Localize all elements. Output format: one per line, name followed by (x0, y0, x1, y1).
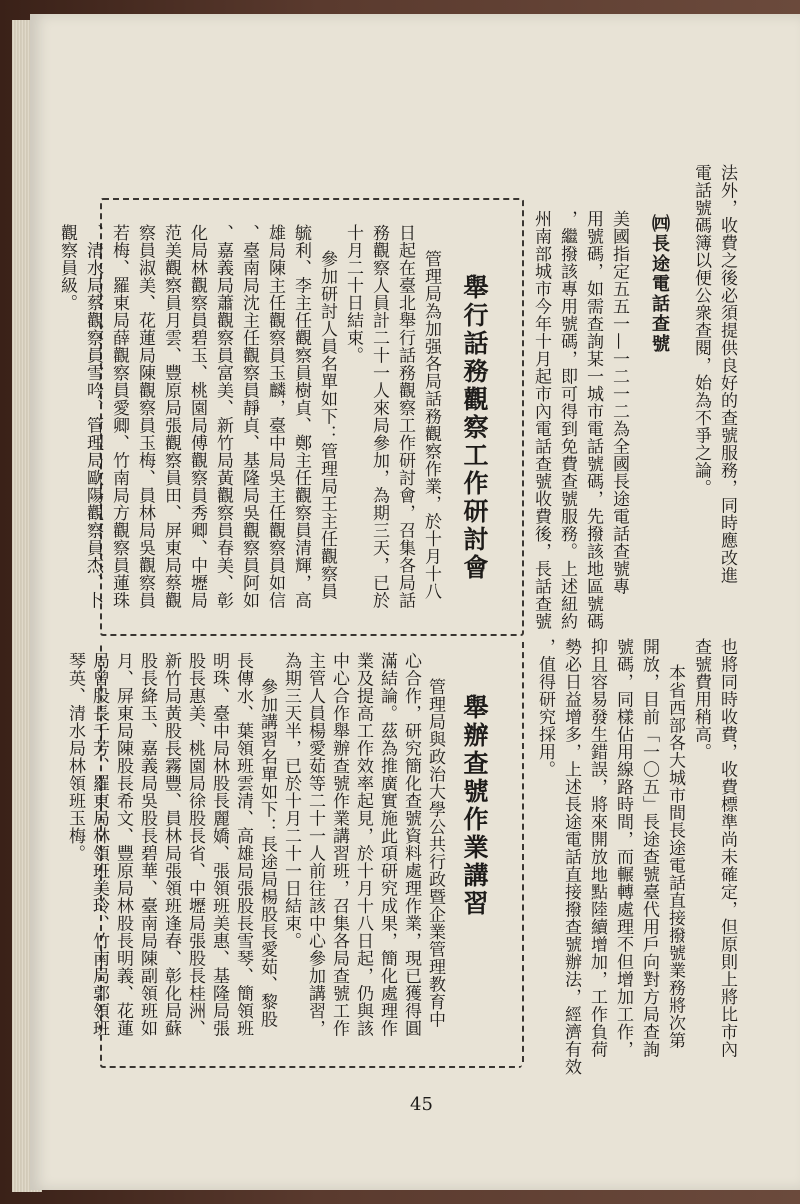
training-line-12: 新竹局黃股長霧豐、員林局張領班逢春、彰化局蘇 (161, 652, 181, 1037)
workshop-line-1: 管理局為加强各局話務觀察作業，於十月十八 (421, 250, 441, 600)
training-line-11: 股長惠美、桃園局徐股長省、中壢局張股長桂洲、 (185, 652, 205, 1037)
workshop-line-14: 、清水局蔡觀察員雪吟、管理局歐陽觀察員杰、卜 (83, 224, 103, 609)
training-line-13: 股長絳玉、嘉義局吳股長碧華、臺南局陳副領班如 (137, 652, 157, 1037)
training-line-10: 明珠、臺中局林股長麗嬌、張領班美惠、基隆局張 (209, 652, 229, 1037)
bottom-right-line-2: 查號費用稍高。 (691, 638, 711, 761)
training-line-6: 主管人員楊愛茹等二十一人前往該中心參加講習， (305, 652, 325, 1037)
training-line-1: 管理局與政治大學公共行政暨企業管理教育中 (425, 678, 445, 1028)
workshop-line-6: 毓利、李主任觀察員樹貞、鄭主任觀察員清輝，高 (291, 224, 311, 609)
training-line-4: 業及提高工作效率起見，於十月十八日起，仍與該 (353, 652, 373, 1037)
workshop-line-9: 、嘉義局蕭觀察員富美、新竹局黃觀察員春美、彰 (213, 224, 233, 609)
bottom-right-line-3: 本省西部各大城市間長途電話直接撥號業務將次第 (665, 664, 685, 1049)
intro-line-1: 法外，收費之後必須提供良好的查號服務，同時應改進 (717, 164, 737, 584)
training-line-14: 月、屏東局陳股長希文、豐原局林股長明義、花蓮 (113, 652, 133, 1037)
para1-line-4: 州南部城市今年十月起市內電話查號收費後，長話查號 (531, 210, 551, 630)
workshop-line-11: 范美觀察員月雲、豐原局張觀察員田、屏東局蔡觀 (161, 224, 181, 609)
training-line-5: 中心合作舉辦查號作業講習班，召集各局查號工作 (329, 652, 349, 1037)
para1-line-1: 美國指定五五一—一二一二為全國長途電話查號專 (609, 210, 629, 595)
column-divider (522, 642, 524, 1062)
bottom-right-line-1: 也將同時收費，收費標準尚未確定，但原則上將比市內 (717, 638, 737, 1058)
para1-line-2: 用號碼，如需查詢某一城市電話號碼，先撥該地區號碼 (583, 210, 603, 630)
training-line-9: 長傳水、葉領班雲清、高雄局張股長雪琴、簡領班 (233, 652, 253, 1037)
bottom-right-line-7: 勢必日益增多，上述長途電話直接撥查號辦法，經濟有效 (561, 638, 581, 1076)
workshop-line-12: 察員淑美、花蓮局陳觀察員玉梅、員林局吳觀察員 (135, 224, 155, 609)
training-line-7: 為期三天半，已於十月二十一日結束。 (281, 652, 301, 950)
bottom-right-line-4: 開放，目前「一〇五」長途查號臺代用戶向對方局查詢 (639, 638, 659, 1058)
training-line-16: 琴英、清水局林領班玉梅。 (65, 652, 85, 862)
workshop-line-7: 雄局陳主任觀察員玉麟，臺中局吳主任觀察員如信 (265, 224, 285, 609)
para1-line-3: ，繼撥該專用號碼，即可得到免費查號服務。上述紐約 (557, 210, 577, 630)
workshop-line-13: 若梅、羅東局薛觀察員愛卿、竹南局方觀察員蓮珠 (109, 224, 129, 609)
workshop-line-5: 參加研討人員名單如下：管理局王主任觀察員 (317, 250, 337, 600)
section-title-long-distance: ㈣長途電話查號 (649, 214, 670, 354)
bottom-right-line-6: 抑且容易發生錯誤，將來開放地點陸續增加，工作負荷 (587, 638, 607, 1058)
training-line-15: 局曾股長千芳、羅東局林領班美玲、竹南局郭領班 (89, 652, 109, 1037)
intro-line-2: 電話號碼簿以便公衆查閱，始為不爭之論。 (691, 164, 711, 497)
workshop-title: 舉行話務觀察工作研討會 (460, 274, 489, 582)
workshop-line-3: 務觀察人員計二十一人來局參加，為期三天，已於 (369, 224, 389, 609)
bottom-right-line-8: ，值得研究採用。 (535, 638, 555, 778)
training-line-3: 滿結論。茲為推廣實施此項研究成果，簡化處理作 (377, 652, 397, 1037)
workshop-line-15: 觀察員級。 (57, 224, 77, 312)
bottom-right-line-5: 號碼，同樣佔用線路時間，而輾轉處理不但增加工作， (613, 638, 633, 1058)
workshop-line-2: 日起在臺北舉行話務觀察工作研討會，召集各局話 (395, 224, 415, 609)
workshop-line-4: 十月二十日結束。 (343, 224, 363, 364)
training-line-8: 參加講習名單如下：長途局楊股長愛茹、黎股 (257, 678, 277, 1028)
book-page (30, 14, 800, 1190)
training-line-2: 心合作，研究簡化查號資料處理作業，現已獲得圓 (401, 652, 421, 1037)
workshop-line-10: 化局林觀察員碧玉、桃園局傅觀察員秀卿、中壢局 (187, 224, 207, 609)
workshop-line-8: 、臺南局沈主任觀察員靜貞、基隆局吳觀察員阿如 (239, 224, 259, 609)
page-number: 45 (410, 1094, 433, 1115)
training-title: 舉辦查號作業講習 (460, 694, 489, 918)
